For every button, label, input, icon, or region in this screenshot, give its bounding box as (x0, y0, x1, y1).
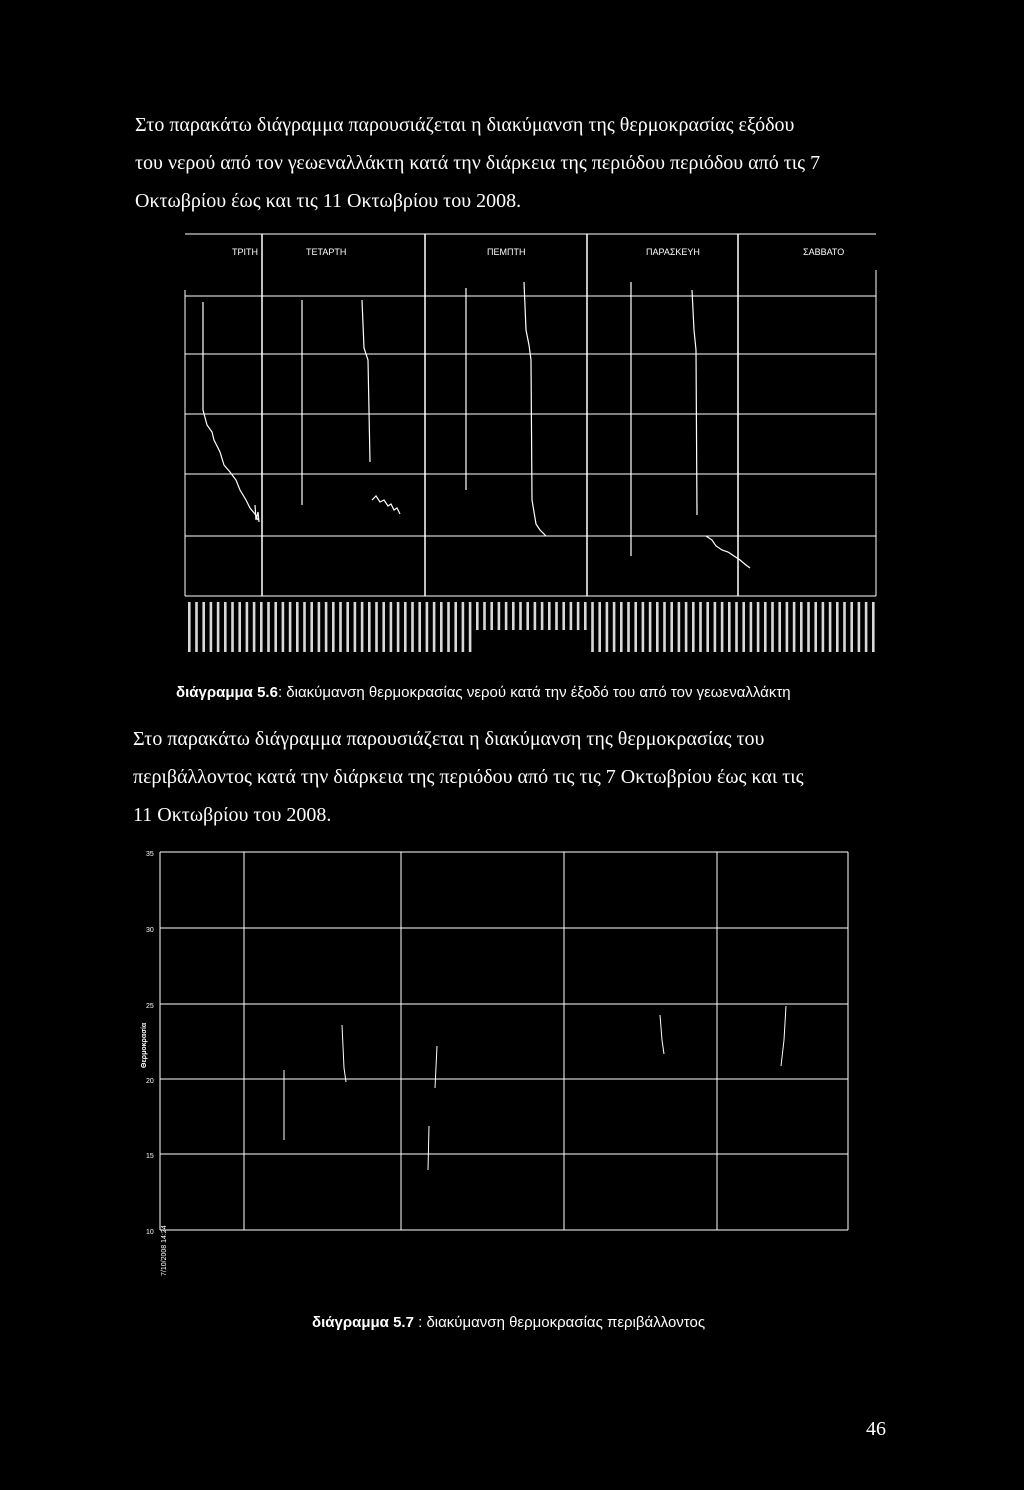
chart2-series-segment (660, 1015, 664, 1054)
caption-text: : διακύμανση θερμοκρασίας νερού κατά την έξοδό του από τον γεωεναλλάκτη (277, 684, 791, 701)
chart1-day-label: ΠΕΜΠΤΗ (487, 247, 526, 257)
chart1-day-label: ΣΑΒΒΑΤΟ (803, 247, 845, 257)
chart1-day-label: ΤΕΤΑΡΤΗ (306, 247, 347, 257)
chart2-frame (160, 852, 848, 1230)
figure-caption-5-7 (312, 1314, 705, 1331)
paragraph-line: του νερού από τον γεωεναλλάκτη κατά την διάρκεια της περιόδου περιόδου από τις 7 (135, 152, 821, 174)
chart2-y-axis-title: Θερμοκρασία (141, 1022, 148, 1068)
chart2-series (284, 1006, 786, 1170)
chart2-ytick-label: 25 (146, 1003, 154, 1010)
page-number: 46 (866, 1418, 886, 1440)
chart2-ytick-label: 35 (146, 851, 154, 858)
caption-text: : διακύμανση θερμοκρασίας περιβάλλοντος (413, 1314, 706, 1331)
chart2-series-segment (428, 1126, 429, 1170)
chart2-series-segment (781, 1006, 786, 1066)
chart2-ytick-label: 10 (146, 1229, 154, 1236)
chart2-ytick-label: 30 (146, 927, 154, 934)
paragraph-line: Στο παρακάτω διάγραμμα παρουσιάζεται η διακύμανση της θερμοκρασίας του (133, 728, 765, 750)
caption-label: διάγραμμα 5.6 (176, 684, 278, 701)
paragraph-line: Στο παρακάτω διάγραμμα παρουσιάζεται η διακύμανση της θερμοκρασίας εξόδου (135, 114, 795, 136)
chart2-xtick-label: 7/10/2008 14:24 (161, 1225, 168, 1276)
chart2-series-segment (435, 1046, 437, 1088)
caption-label: διάγραμμα 5.7 (312, 1314, 414, 1331)
chart2-series-segment (342, 1025, 346, 1082)
chart1-day-label: ΠΑΡΑΣΚΕΥΗ (646, 247, 700, 257)
chart1-day-label: ΤΡΙΤΗ (232, 247, 258, 257)
paragraph-line: 11 Οκτωβρίου του 2008. (133, 804, 332, 826)
paragraph-line: περιβάλλοντος κατά την διάρκεια της περιόδου από τις τις 7 Οκτωβρίου έως και τις (133, 766, 804, 788)
chart2-ytick-label: 15 (146, 1153, 154, 1160)
chart2-ytick-label: 20 (146, 1078, 154, 1085)
paragraph-line: Οκτωβρίου έως και τις 11 Οκτωβρίου του 2008. (135, 190, 522, 212)
